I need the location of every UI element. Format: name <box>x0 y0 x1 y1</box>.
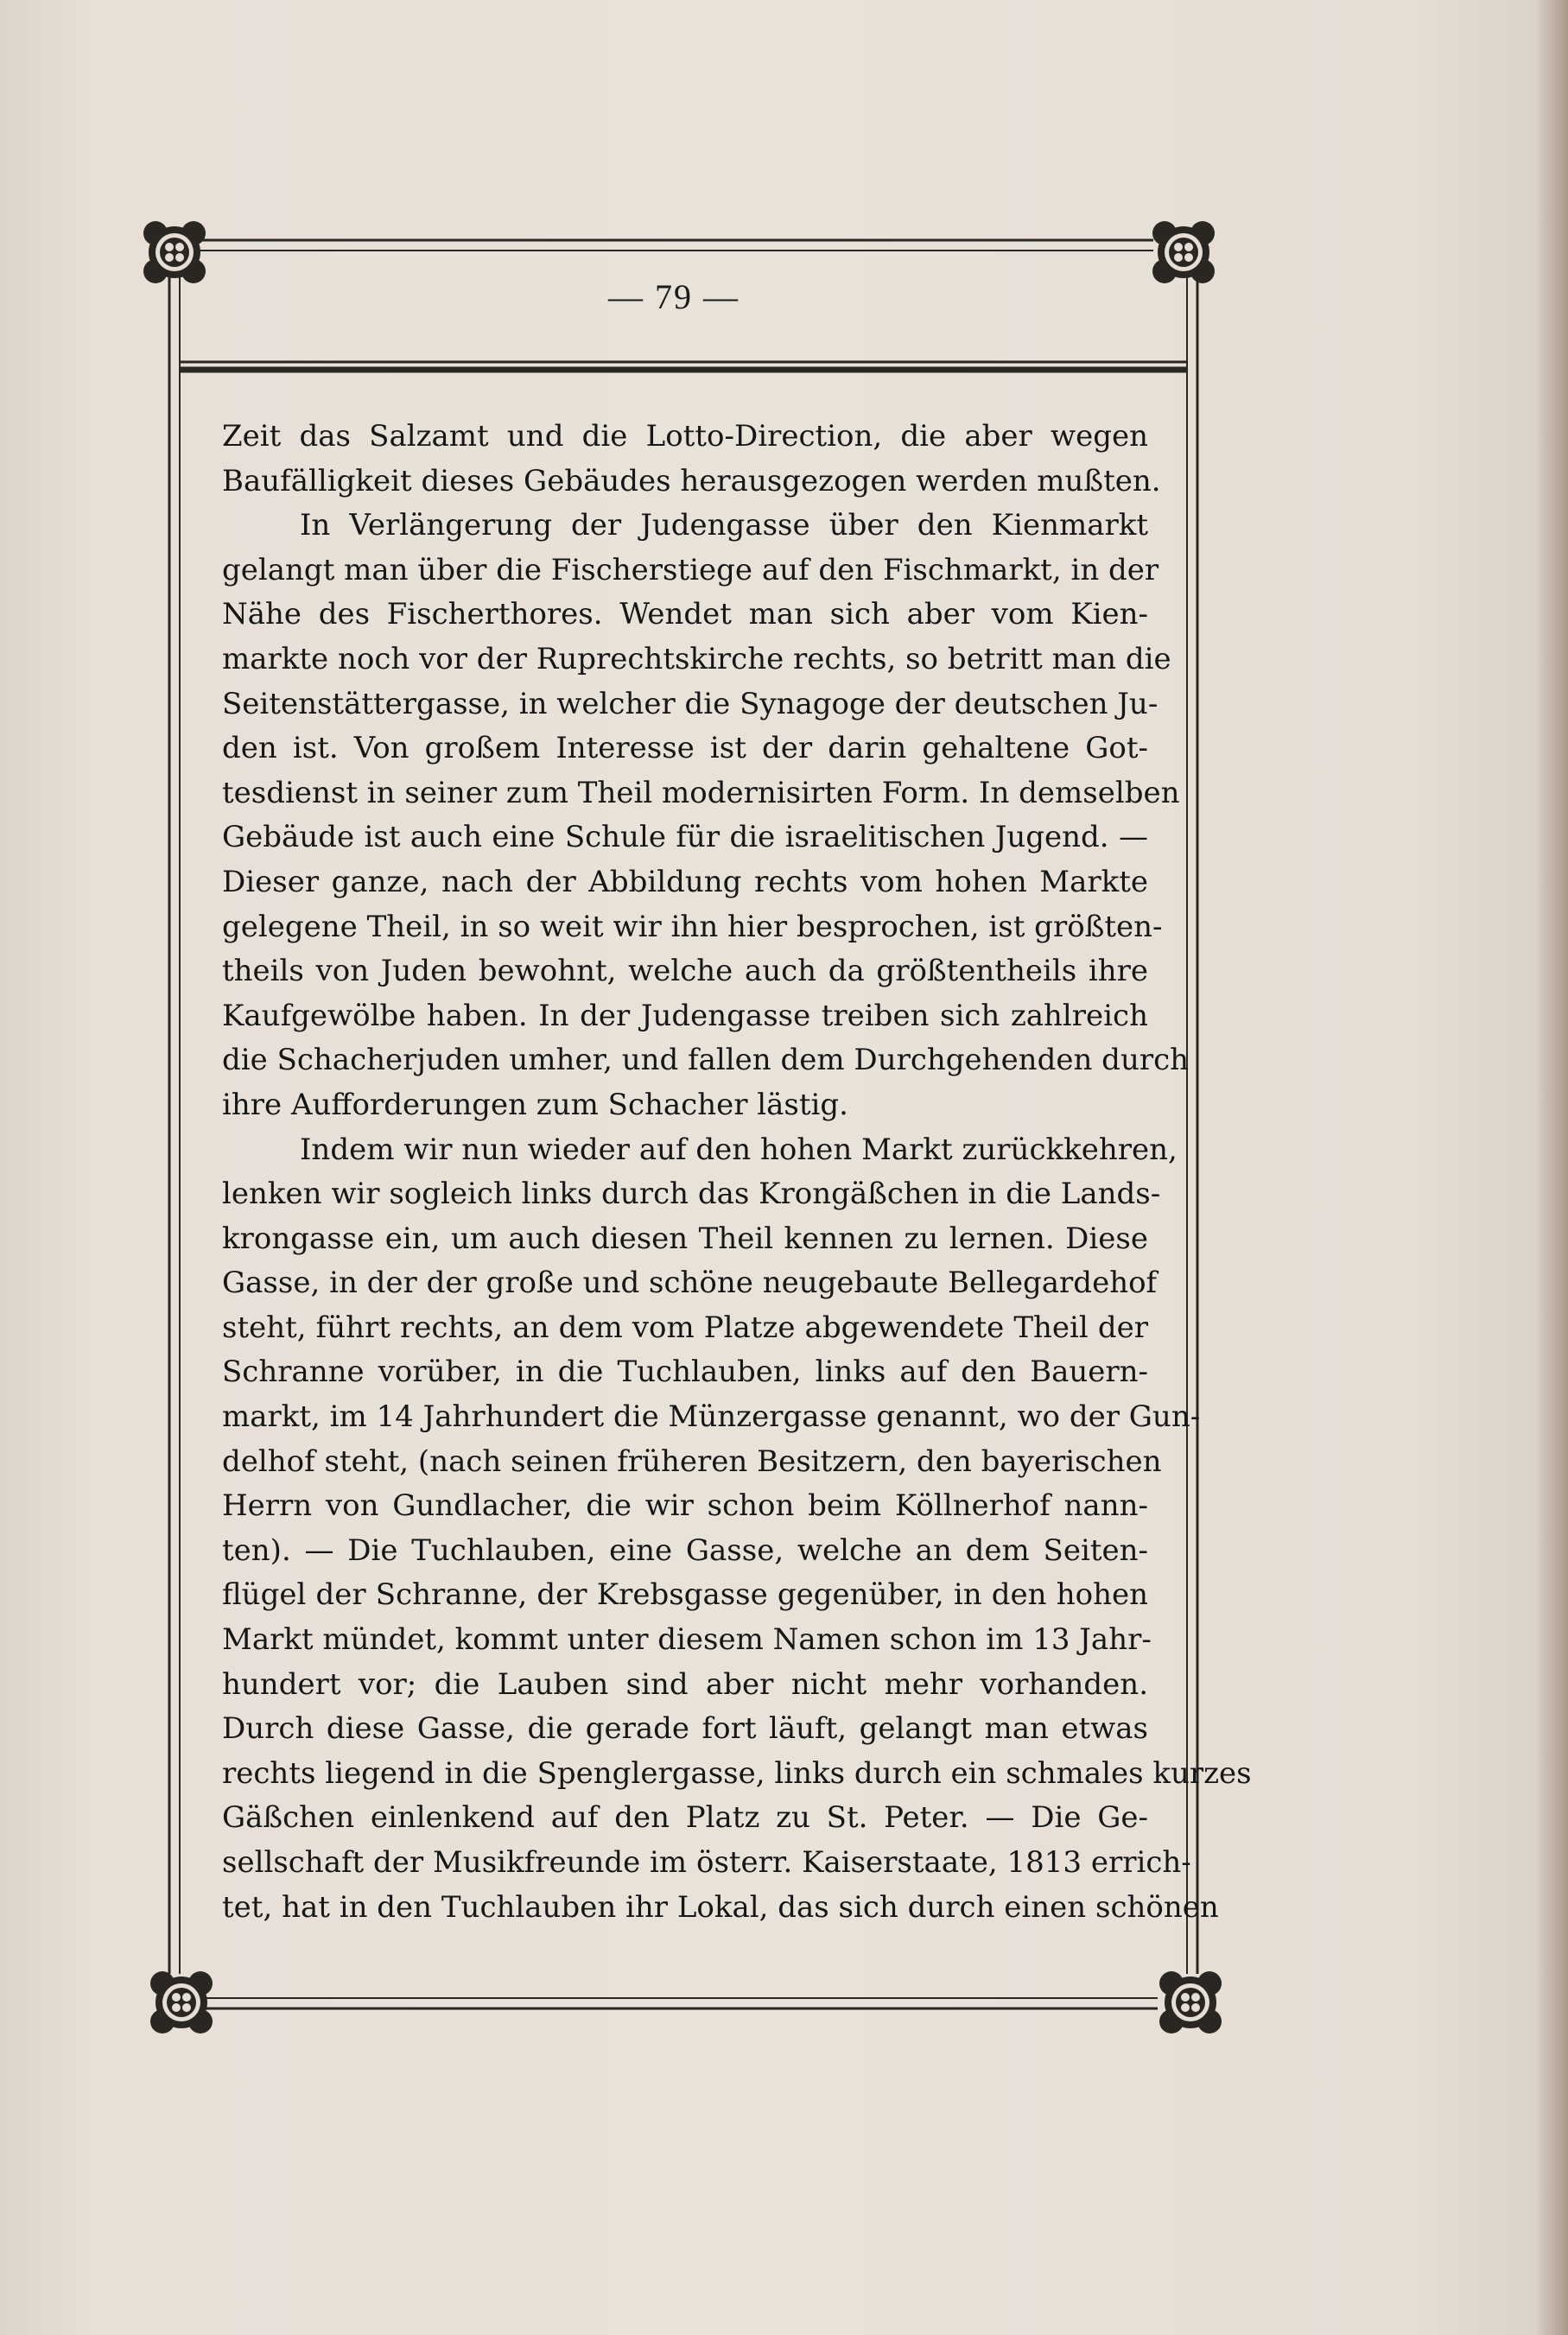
text-line: gelangt man über die Fischerstiege auf den Fischmarkt, in der <box>222 552 1159 587</box>
text-line: tet, hat in den Tuchlauben ihr Lokal, das sich durch einen schönen <box>222 1889 1219 1925</box>
bottom-right-rosette-icon <box>1159 1971 1222 2034</box>
text-line: Indem wir nun wieder auf den hohen Markt zurückkehren, <box>300 1132 1178 1167</box>
text-line: theils von Juden bewohnt, welche auch da größtentheils ihre <box>222 954 1148 989</box>
text-line: Schranne vorüber, in die Tuchlauben, links auf den Bauern- <box>222 1355 1148 1390</box>
text-line: gelegene Theil, in so weit wir ihn hier besprochen, ist größten- <box>222 909 1163 944</box>
text-line: ihre Aufforderungen zum Schacher lästig. <box>222 1087 848 1122</box>
text-line: markte noch vor der Ruprechtskirche rechts, so betritt man die <box>222 641 1171 676</box>
text-line: delhof steht, (nach seinen früheren Besitzern, den bayerischen <box>222 1444 1162 1479</box>
text-line: Durch diese Gasse, die gerade fort läuft, gelangt man etwas <box>222 1711 1148 1747</box>
text-line: sellschaft der Musikfreunde im österr. Kaiserstaate, 1813 errich- <box>222 1845 1191 1880</box>
text-line: Gebäude ist auch eine Schule für die israelitischen Jugend. — <box>222 820 1148 855</box>
text-line: hundert vor; die Lauben sind aber nicht mehr vorhanden. <box>222 1666 1148 1702</box>
bottom-left-rosette-icon <box>150 1971 213 2034</box>
text-line: Gasse, in der der große und schöne neugebaute Bellegardehof <box>222 1266 1158 1301</box>
text-line: In Verlängerung der Judengasse über den Kienmarkt <box>300 508 1148 543</box>
text-line: Gäßchen einlenkend auf den Platz zu St. Peter. — Die Ge- <box>222 1800 1148 1836</box>
text-line: Nähe des Fischerthores. Wendet man sich aber vom Kien- <box>222 597 1148 632</box>
text-line: die Schacherjuden umher, und fallen dem Durchgehenden durch <box>222 1043 1190 1078</box>
text-line: Seitenstättergasse, in welcher die Synagoge der deutschen Ju- <box>222 686 1159 721</box>
text-line: Kaufgewölbe haben. In der Judengasse treiben sich zahlreich <box>222 998 1148 1033</box>
text-line: tesdienst in seiner zum Theil modernisirten Form. In demselben <box>222 775 1180 810</box>
text-line: Herrn von Gundlacher, die wir schon beim Köllnerhof nann- <box>222 1488 1148 1524</box>
text-line: Dieser ganze, nach der Abbildung rechts vom hohen Markte <box>222 864 1148 899</box>
text-line: Markt mündet, kommt unter diesem Namen schon im 13 Jahr- <box>222 1622 1152 1658</box>
page-number: — 79 — <box>608 277 740 316</box>
text-line: rechts liegend in die Spenglergasse, links durch ein schmales kurzes <box>222 1755 1252 1791</box>
text-line: den ist. Von großem Interesse ist der darin gehaltene Got- <box>222 731 1148 766</box>
text-line: flügel der Schranne, der Krebsgasse gegenüber, in den hohen <box>222 1577 1148 1613</box>
top-left-rosette-icon <box>143 221 206 283</box>
body-text <box>222 415 1252 1930</box>
text-line: krongasse ein, um auch diesen Theil kennen zu lernen. Diese <box>222 1221 1148 1256</box>
text-line: lenken wir sogleich links durch das Krongäßchen in die Lands- <box>222 1177 1161 1212</box>
text-line: Zeit das Salzamt und die Lotto-Direction, die aber wegen <box>222 419 1148 454</box>
text-line: ten). — Die Tuchlauben, eine Gasse, welche an dem Seiten- <box>222 1532 1148 1568</box>
top-right-rosette-icon <box>1152 221 1215 283</box>
text-line: steht, führt rechts, an dem vom Platze abgewendete Theil der <box>222 1310 1148 1345</box>
text-line: markt, im 14 Jahrhundert die Münzergasse genannt, wo der Gun- <box>222 1399 1201 1435</box>
text-line: Baufälligkeit dieses Gebäudes herausgezogen werden mußten. <box>222 463 1161 498</box>
